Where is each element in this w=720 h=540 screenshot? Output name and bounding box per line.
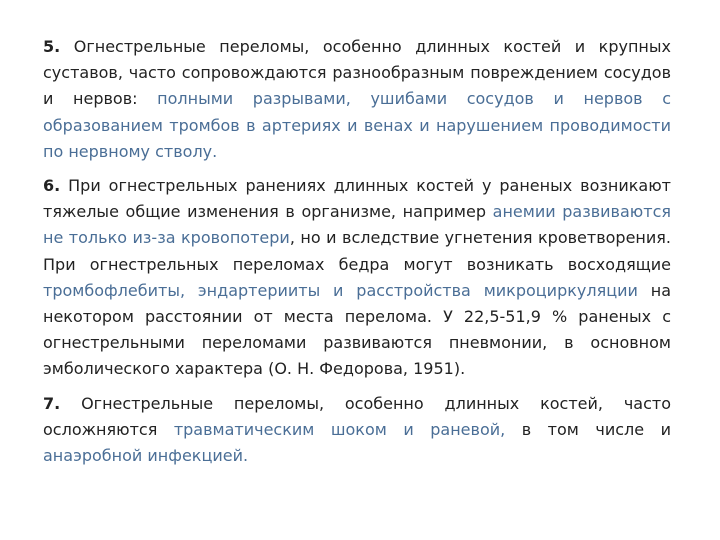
paragraph-5 bbox=[43, 34, 671, 165]
highlighted-text: анаэробной инфекцией. bbox=[43, 446, 249, 466]
paragraph-number: 5. bbox=[43, 37, 61, 56]
paragraph-number: 7. bbox=[43, 393, 61, 413]
highlighted-text: тромбофлебиты, эндартерииты и расстройства микроциркуляции bbox=[43, 280, 638, 300]
paragraph-text: Огнестрельные переломы, особенно длинных костей и крупных суставов, часто сопровождаются разнообразным повреждением сосудов и нервов: bbox=[43, 37, 671, 109]
highlighted-text: анемии развиваются не только из-за кровопотери bbox=[43, 202, 671, 248]
slide-body bbox=[43, 34, 671, 477]
paragraph-text: При огнестрельных ранениях длинных костей у раненых возникают тяжелые общие изменения в организме, например bbox=[43, 176, 671, 222]
paragraph-text: Огнестрельные переломы, особенно длинных костей, часто осложняются bbox=[43, 393, 671, 439]
paragraph-7 bbox=[43, 391, 671, 470]
paragraph-text: в том числе и bbox=[505, 419, 671, 439]
highlighted-text: полными разрывами, ушибами сосудов и нервов с образованием тромбов в артериях и венах и нарушением проводимости по нервному стволу. bbox=[43, 89, 672, 161]
paragraph-text: , но и вследствие угнетения кроветворения. При огнестрельных переломах бедра могут возникать восходящие bbox=[43, 228, 671, 274]
paragraph-6 bbox=[43, 173, 671, 383]
paragraph-number: 6. bbox=[43, 176, 61, 196]
highlighted-text: травматическим шоком и раневой, bbox=[173, 419, 506, 439]
paragraph-text: на некотором расстоянии от места перелома. У 22,5-51,9 % раненых с огнестрельными переломами развиваются пневмонии, в основном эмболического характера (О. Н. Федорова, 1951). bbox=[43, 280, 671, 379]
